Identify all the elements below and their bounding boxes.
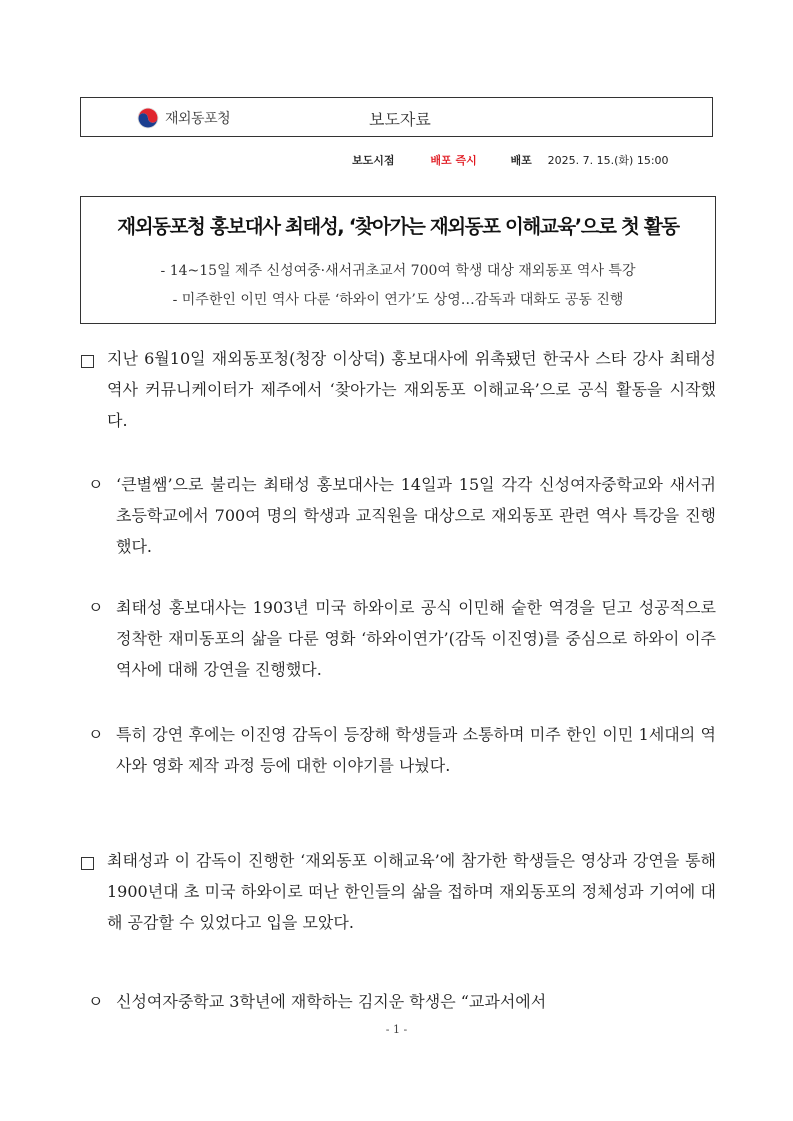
paragraph-5: 최태성과 이 감독이 진행한 ‘재외동포 이해교육’에 참가한 학생들은 영상과 강연을 통해 1900년대 초 미국 하와이로 떠난 한인들의 삶을 접하며 재외동포의 정체성과 기여에 대해 공감할 수 있었다고 입을 모았다. <box>107 851 716 932</box>
logo-text: 재외동포청 <box>165 111 231 127</box>
circle-bullet: ㅇ <box>88 992 104 1011</box>
paragraph-2: ‘큰별쌤’으로 불리는 최태성 홍보대사는 14일과 15일 각각 신성여자중학교와 새서귀초등학교에서 700여 명의 학생과 교직원을 대상으로 재외동포 관련 역사 특강을 진행했다. <box>116 475 716 556</box>
subheadline-2: - 미주한인 이민 역사 다룬 ‘하와이 연가’도 상영…감독과 대화도 공동 진행 <box>172 292 624 308</box>
square-bullet-icon <box>81 857 94 870</box>
paragraph-1: 지난 6월10일 재외동포청(청장 이상덕) 홍보대사에 위촉됐던 한국사 스타 강사 최태성 역사 커뮤니케이터가 제주에서 ‘찾아가는 재외동포 이해교육’으로 공식 활동을 시작했다. <box>107 349 716 430</box>
headline: 재외동포청 홍보대사 최태성, ‘찾아가는 재외동포 이해교육’으로 첫 활동 <box>117 215 679 238</box>
embargo-status: 배포 즉시 <box>430 154 477 167</box>
paragraph-6: 신성여자중학교 3학년에 재학하는 김지운 학생은 “교과서에서 <box>116 992 547 1011</box>
paragraph-4: 특히 강연 후에는 이진영 감독이 등장해 학생들과 소통하며 미주 한인 이민 1세대의 역사와 영화 제작 과정 등에 대한 이야기를 나눴다. <box>116 725 716 775</box>
press-release-label: 보도자료 <box>369 110 431 129</box>
press-header <box>80 97 713 137</box>
circle-bullet: ㅇ <box>88 475 104 494</box>
circle-bullet: ㅇ <box>88 725 104 744</box>
release-date: 2025. 7. 15.(화) 15:00 <box>547 154 669 167</box>
agency-logo <box>137 107 230 129</box>
subheadline-1: - 14~15일 제주 신성여중·새서귀초교서 700여 학생 대상 재외동포 역사 특강 <box>160 263 636 279</box>
release-time-label: 보도시점 <box>352 154 395 167</box>
page-number: - 1 - <box>385 1023 408 1036</box>
distribution-label: 배포 <box>510 154 532 167</box>
release-info <box>352 152 669 168</box>
title-box <box>80 196 716 324</box>
taegeuk-logo-icon <box>137 107 159 129</box>
circle-bullet: ㅇ <box>88 598 104 617</box>
square-bullet-icon <box>81 355 94 368</box>
paragraph-3: 최태성 홍보대사는 1903년 미국 하와이로 공식 이민해 숱한 역경을 딛고 성공적으로 정착한 재미동포의 삶을 다룬 영화 ‘하와이연가’(감독 이진영)를 중심으로 하와이 이주 역사에 대해 강연을 진행했다. <box>116 598 716 679</box>
